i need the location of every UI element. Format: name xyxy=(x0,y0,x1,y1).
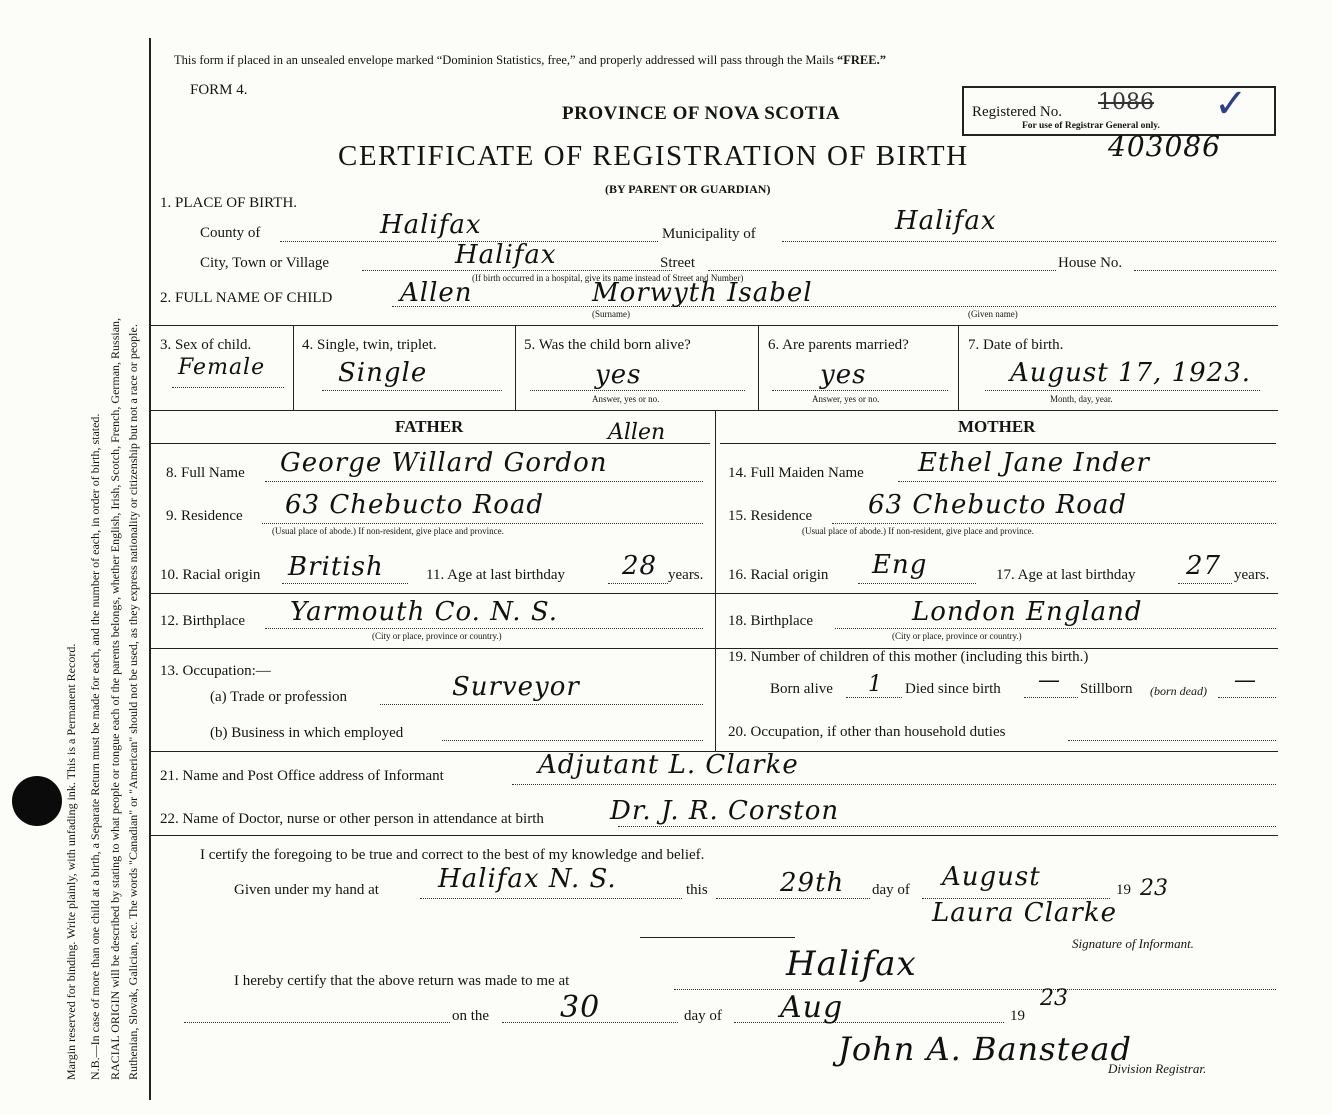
father-age-line xyxy=(608,583,668,584)
mother-name-label: 14. Full Maiden Name xyxy=(728,465,864,481)
mother-age-value: 27 xyxy=(1186,551,1222,581)
registrar-day-of-label: day of xyxy=(684,1008,722,1024)
mother-age-line xyxy=(1178,583,1232,584)
parents-married-line xyxy=(772,390,948,391)
given-under-hand-label: Given under my hand at xyxy=(234,882,379,898)
doctor-label: 22. Name of Doctor, nurse or other person in attendance at birth xyxy=(160,811,544,827)
father-residence-label: 9. Residence xyxy=(166,508,243,524)
mother-name-line xyxy=(898,481,1276,482)
registrar-month-line xyxy=(734,1022,1004,1023)
mail-notice: This form if placed in an unsealed envelope marked “Dominion Statistics, free,” and properly addressed will pass through the Mails “FREE.” xyxy=(174,53,886,67)
mother-residence-label: 15. Residence xyxy=(728,508,813,524)
father-age-label: 11. Age at last birthday xyxy=(426,567,565,583)
informant-signature-line xyxy=(640,937,795,938)
child-surname: Allen xyxy=(400,278,473,308)
mother-residence-line xyxy=(832,523,1276,524)
plurality-line xyxy=(322,390,502,391)
county-label: County of xyxy=(200,225,261,241)
father-racial-label: 10. Racial origin xyxy=(160,567,261,583)
division-registrar-caption: Division Registrar. xyxy=(1108,1061,1207,1076)
on-the-label: on the xyxy=(452,1008,490,1024)
mother-birthplace-line xyxy=(835,628,1276,629)
house-number-label: House No. xyxy=(1058,255,1123,271)
father-heading: FATHER xyxy=(395,417,464,436)
rule-row-10 xyxy=(150,593,1278,594)
registered-number: 1086 xyxy=(1098,90,1154,115)
certificate-subtitle: (BY PARENT OR GUARDIAN) xyxy=(605,182,771,196)
stillborn-value: — xyxy=(1234,668,1256,693)
child-given-name: Morwyth Isabel xyxy=(592,278,813,308)
died-since-birth-line xyxy=(1024,697,1078,698)
child-name-label: 2. FULL NAME OF CHILD xyxy=(160,290,333,306)
mother-name-value: Ethel Jane Inder xyxy=(918,448,1150,478)
born-alive-count-value: 1 xyxy=(868,672,882,697)
punch-hole xyxy=(12,776,62,826)
date-of-birth-line xyxy=(985,390,1260,391)
father-birthplace-caption: (City or place, province or country.) xyxy=(372,631,502,641)
mother-birthplace-label: 18. Birthplace xyxy=(728,613,813,629)
sex-line xyxy=(172,387,284,388)
born-alive-label: 5. Was the child born alive? xyxy=(524,337,691,353)
registrar-statement: I hereby certify that the above return was made to me at xyxy=(234,973,570,989)
grid-divider-4 xyxy=(958,326,959,410)
mother-age-label: 17. Age at last birthday xyxy=(996,567,1136,583)
registrar-place-value: Halifax xyxy=(786,944,917,984)
registered-label: Registered No. xyxy=(972,104,1062,120)
died-since-birth-label: Died since birth xyxy=(905,681,1001,697)
mother-occupation-line xyxy=(1068,740,1276,741)
informant-value: Adjutant L. Clarke xyxy=(538,750,799,780)
mother-heading-rule xyxy=(720,443,1276,444)
informant-signature: Laura Clarke xyxy=(932,898,1117,928)
this-label: this xyxy=(686,882,708,898)
check-mark-icon: ✓ xyxy=(1214,81,1248,126)
informant-line xyxy=(512,784,1276,785)
father-surname-note: Allen xyxy=(608,420,666,445)
trade-line xyxy=(380,704,703,705)
mother-birthplace-caption: (City or place, province or country.) xyxy=(892,631,1022,641)
mother-birthplace-value: London England xyxy=(912,597,1143,627)
father-residence-line xyxy=(262,523,703,524)
mother-racial-value: Eng xyxy=(872,550,928,580)
registrar-on-line xyxy=(184,1022,450,1023)
form-number: FORM 4. xyxy=(190,82,248,98)
born-alive-caption: Answer, yes or no. xyxy=(592,394,660,404)
born-alive-count-label: Born alive xyxy=(770,681,833,697)
father-birthplace-line xyxy=(265,628,703,629)
grid-divider-3 xyxy=(758,326,759,410)
house-number-line xyxy=(1134,270,1276,271)
father-residence-caption: (Usual place of abode.) If non-resident, give place and province. xyxy=(272,526,504,536)
registrar-year-prefix: 19 xyxy=(1010,1008,1025,1024)
sex-label: 3. Sex of child. xyxy=(160,337,252,353)
province-heading: PROVINCE OF NOVA SCOTIA xyxy=(562,103,841,124)
rule-certification xyxy=(150,835,1278,836)
father-residence-value: 63 Chebucto Road xyxy=(285,490,545,520)
given-place-value: Halifax N. S. xyxy=(438,864,617,894)
mother-racial-line xyxy=(858,583,976,584)
city-label: City, Town or Village xyxy=(200,255,330,271)
father-heading-rule xyxy=(150,443,710,444)
plurality-value: Single xyxy=(338,358,428,388)
municipality-label: Municipality of xyxy=(662,226,756,242)
informant-label: 21. Name and Post Office address of Informant xyxy=(160,768,444,784)
given-day-value: 29th xyxy=(780,868,845,898)
margin-note-racial-origin-2: Ruthenian, Slovak, Galician, etc. The words "Canadian" or "American" should not be used, as they express nationality or citizenship but not a race or people. xyxy=(126,324,140,1080)
given-place-line xyxy=(420,898,682,899)
children-count-label: 19. Number of children of this mother (including this birth.) xyxy=(728,649,1089,665)
mother-racial-label: 16. Racial origin xyxy=(728,567,829,583)
given-year-value: 23 xyxy=(1140,876,1168,901)
city-line xyxy=(362,270,672,271)
mother-age-unit: years. xyxy=(1234,567,1270,583)
mother-heading: MOTHER xyxy=(958,417,1036,436)
parents-married-value: yes xyxy=(820,360,867,390)
born-alive-line xyxy=(530,390,745,391)
sex-value: Female xyxy=(178,355,266,380)
rule-bottom-grid xyxy=(150,410,1278,411)
business-label: (b) Business in which employed xyxy=(210,725,404,741)
registrar-year-value: 23 xyxy=(1040,986,1068,1011)
rule-row-12 xyxy=(150,648,1278,649)
father-birthplace-label: 12. Birthplace xyxy=(160,613,245,629)
column-divider xyxy=(715,411,716,751)
date-of-birth-caption: Month, day, year. xyxy=(1050,394,1113,404)
parents-married-caption: Answer, yes or no. xyxy=(812,394,880,404)
business-line xyxy=(442,740,703,741)
margin-note-multiple-births: N.B.—In case of more than one child at a birth, a Separate Return must be made for each, and the number of each, in order of birth, stated. xyxy=(88,413,102,1080)
trade-value: Surveyor xyxy=(452,672,580,702)
date-of-birth-value: August 17, 1923. xyxy=(1010,358,1252,388)
registrar-day-value: 30 xyxy=(560,990,601,1025)
given-day-line xyxy=(716,898,870,899)
stillborn-caption: (born dead) xyxy=(1150,684,1207,698)
father-name-value: George Willard Gordon xyxy=(280,448,608,478)
child-name-line xyxy=(392,306,1276,307)
registrar-note: For use of Registrar General only. xyxy=(1022,121,1160,131)
margin-note-binding: Margin reserved for binding. Write plainly, with unfading ink. This is a Permanent Record. xyxy=(64,643,78,1080)
place-of-birth-label: 1. PLACE OF BIRTH. xyxy=(160,195,298,211)
father-age-unit: years. xyxy=(668,567,704,583)
father-name-label: 8. Full Name xyxy=(166,465,245,481)
grid-divider-1 xyxy=(293,326,294,410)
registrar-signature: John A. Banstead xyxy=(838,1030,1132,1068)
stillborn-line xyxy=(1218,697,1276,698)
given-year-prefix: 19 xyxy=(1116,882,1131,898)
father-racial-value: British xyxy=(288,552,384,582)
born-alive-value: yes xyxy=(595,360,642,390)
informant-signature-caption: Signature of Informant. xyxy=(1072,936,1194,951)
mother-occupation-label: 20. Occupation, if other than household duties xyxy=(728,724,1006,740)
given-day-of-label: day of xyxy=(872,882,910,898)
street-line xyxy=(708,270,1056,271)
certificate-title: CERTIFICATE OF REGISTRATION OF BIRTH xyxy=(338,140,969,172)
surname-caption: (Surname) xyxy=(592,309,630,319)
born-alive-count-line xyxy=(846,697,902,698)
certification-statement: I certify the foregoing to be true and correct to the best of my knowledge and belief. xyxy=(200,847,705,863)
father-racial-line xyxy=(282,583,408,584)
county-value: Halifax xyxy=(380,210,482,240)
doctor-line xyxy=(618,826,1276,827)
trade-label: (a) Trade or profession xyxy=(210,689,348,705)
registration-box xyxy=(962,81,1276,136)
grid-divider-2 xyxy=(515,326,516,410)
doctor-value: Dr. J. R. Corston xyxy=(610,796,840,826)
city-value: Halifax xyxy=(455,240,557,270)
stillborn-label: Stillborn xyxy=(1080,681,1133,697)
certificate-number: 403086 xyxy=(1108,130,1221,163)
father-age-value: 28 xyxy=(622,551,658,581)
parents-married-label: 6. Are parents married? xyxy=(768,337,909,353)
registrar-place-line xyxy=(674,989,1276,990)
mother-residence-value: 63 Chebucto Road xyxy=(868,490,1128,520)
father-occupation-label: 13. Occupation:— xyxy=(160,663,271,679)
rule-top-grid xyxy=(150,325,1278,326)
street-label: Street xyxy=(660,255,695,271)
given-month-value: August xyxy=(942,862,1041,892)
mother-residence-caption: (Usual place of abode.) If non-resident, give place and province. xyxy=(802,526,1034,536)
died-since-birth-value: — xyxy=(1038,668,1060,693)
date-of-birth-label: 7. Date of birth. xyxy=(968,337,1064,353)
margin-note-racial-origin-1: RACIAL ORIGIN will be described by stating to what people or tongue each of the parents belongs, whether English, Irish, Scotch, French, German, Russian, xyxy=(108,317,122,1080)
municipality-line xyxy=(782,241,1276,242)
margin-rule xyxy=(149,38,151,1100)
municipality-value: Halifax xyxy=(895,206,997,236)
given-name-caption: (Given name) xyxy=(968,309,1018,319)
plurality-label: 4. Single, twin, triplet. xyxy=(302,337,437,353)
registrar-month-value: Aug xyxy=(780,990,844,1025)
hospital-note: (If birth occurred in a hospital, give its name instead of Street and Number) xyxy=(472,273,744,283)
father-birthplace-value: Yarmouth Co. N. S. xyxy=(290,597,558,627)
father-name-line xyxy=(265,481,703,482)
